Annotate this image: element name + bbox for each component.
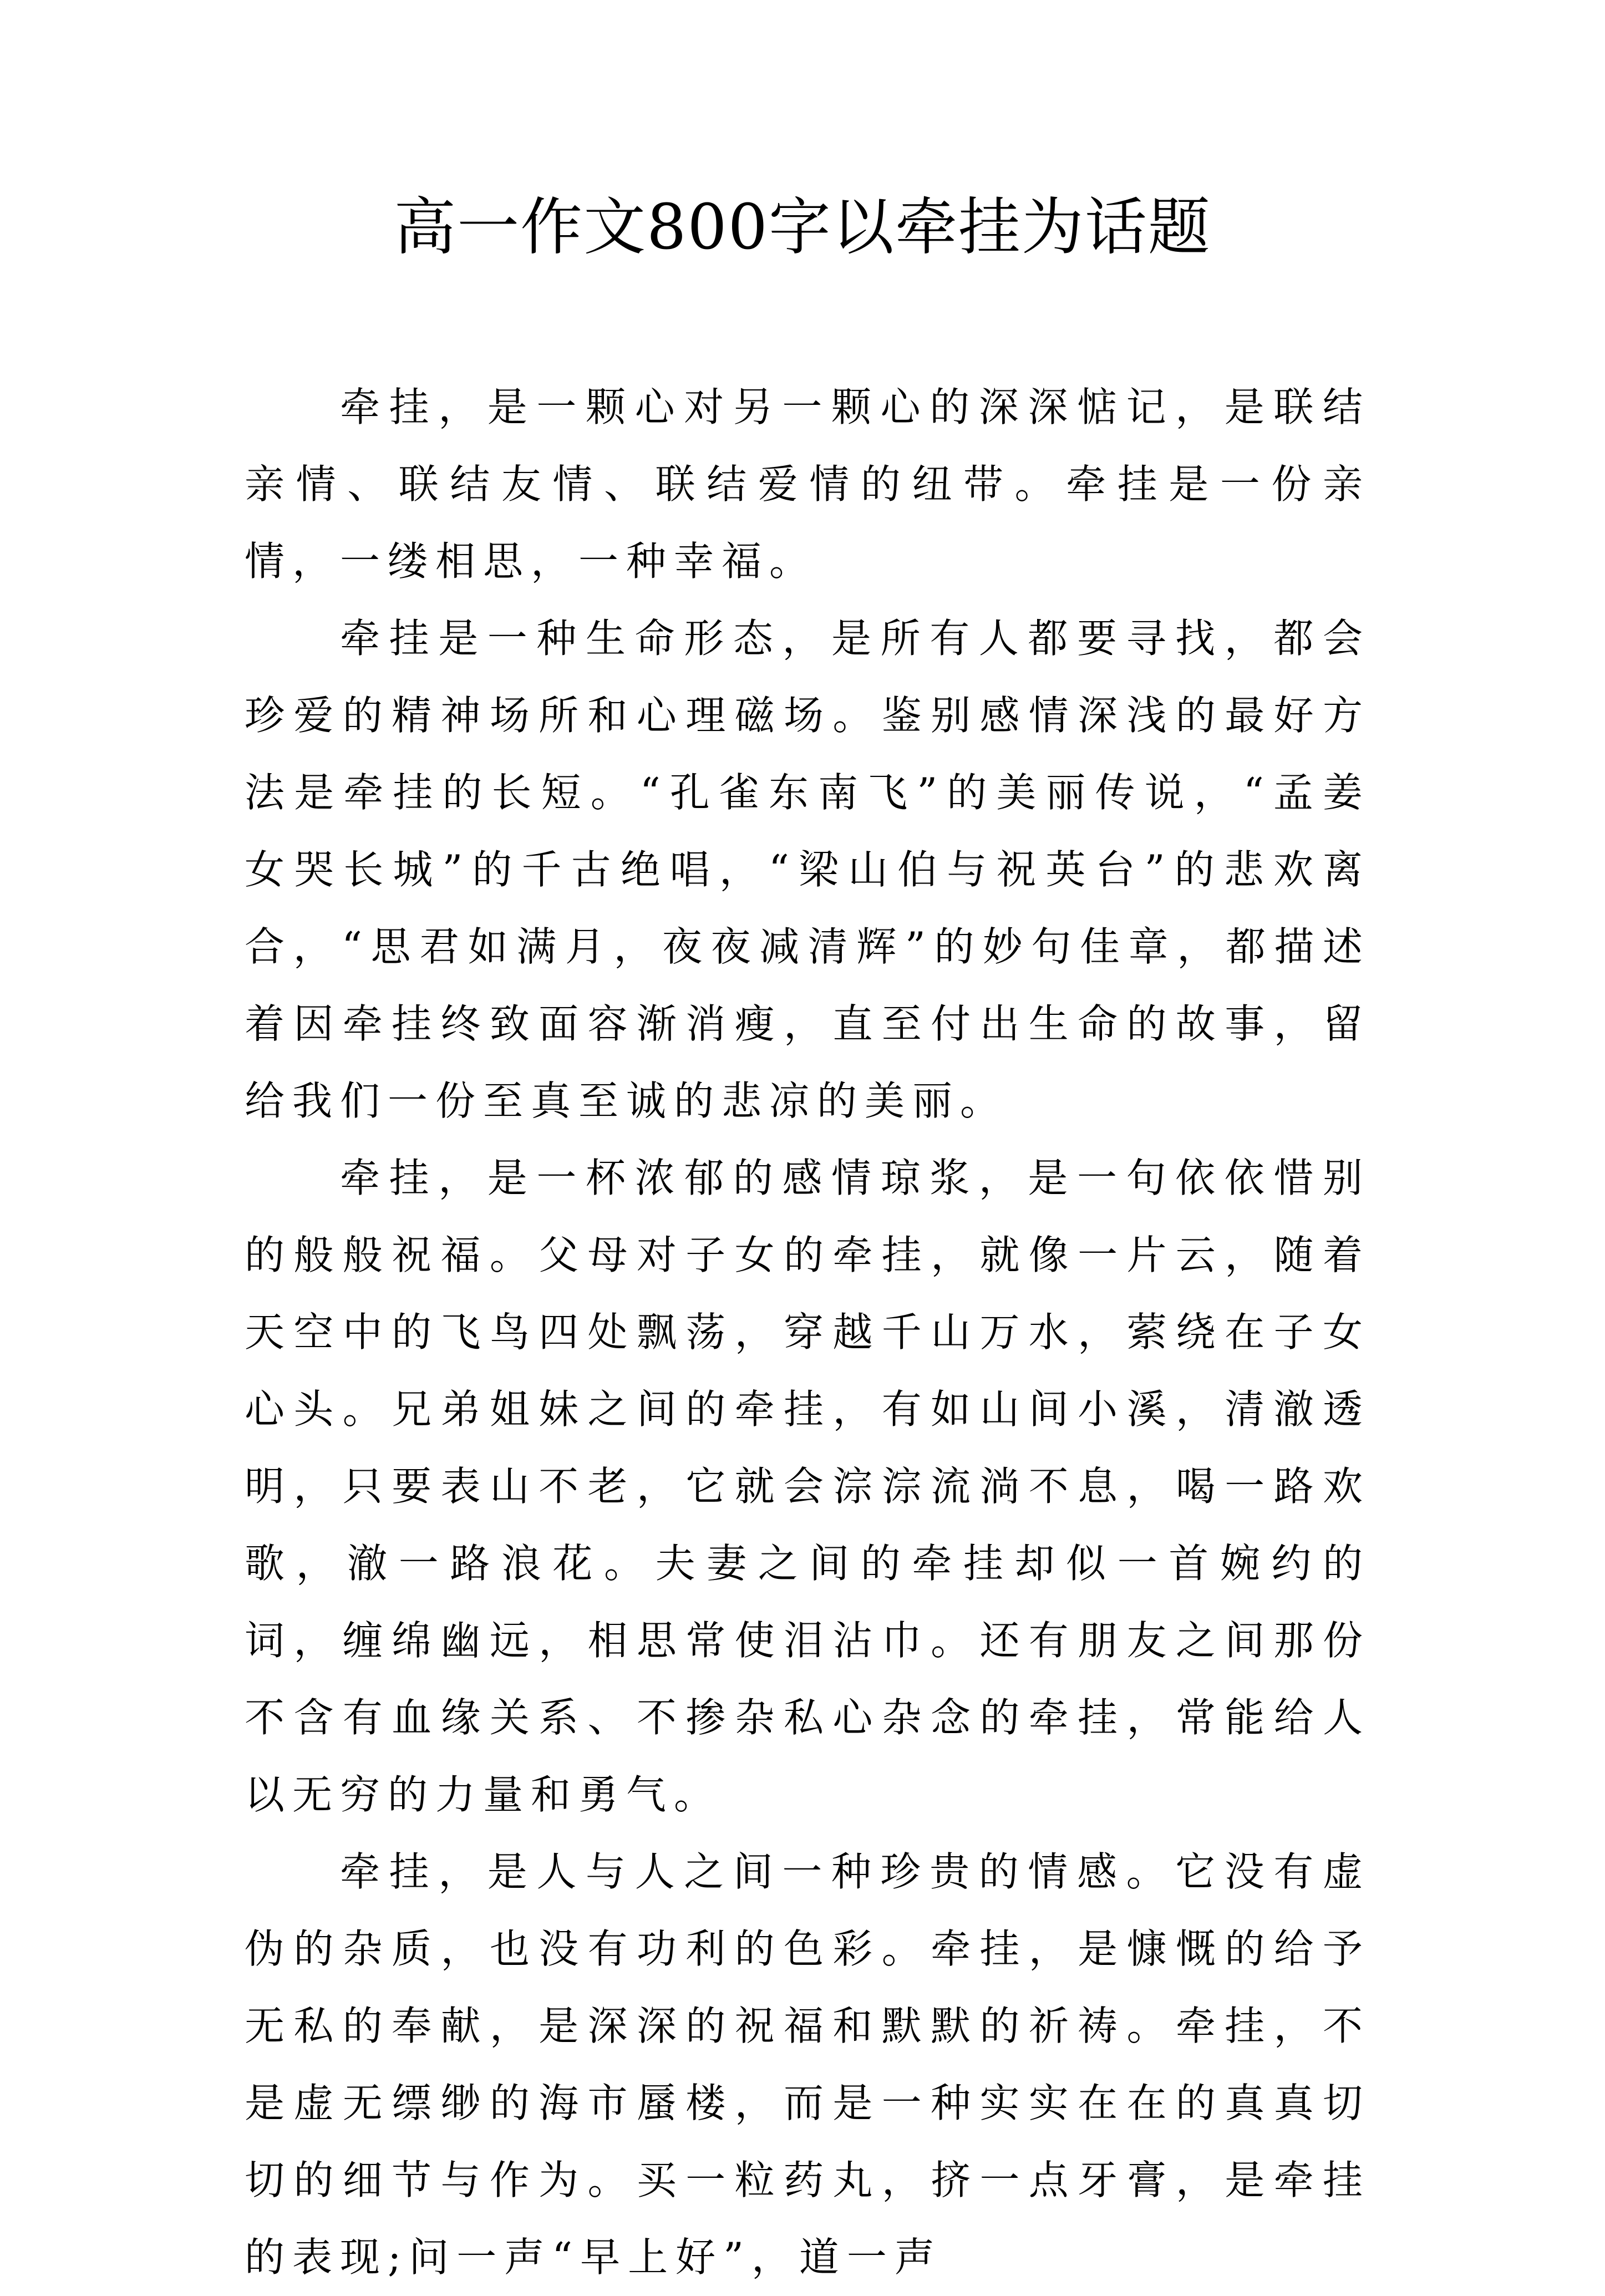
document-body	[245, 369, 1370, 2296]
paragraph-2: 牵挂是一种生命形态，是所有人都要寻找，都会珍爱的精神场所和心理磁场。鉴别感情深浅的最好方法是牵挂的长短。“孔雀东南飞”的美丽传说，“孟姜女哭长城”的千古绝唱，“梁山伯与祝英台”的悲欢离合，“思君如满月，夜夜减清辉”的妙句佳章，都描述着因牵挂终致面容渐消瘦，直至付出生命的故事，留给我们一份至真至诚的悲凉的美丽。	[245, 615, 1370, 1124]
paragraph-1: 牵挂，是一颗心对另一颗心的深深惦记，是联结亲情、联结友情、联结爱情的纽带。牵挂是一份亲情，一缕相思，一种幸福。	[245, 384, 1370, 585]
paragraph-4: 牵挂，是人与人之间一种珍贵的情感。它没有虚伪的杂质，也没有功利的色彩。牵挂，是慷慨的给予无私的奉献，是深深的祝福和默默的祈祷。牵挂，不是虚无缥缈的海市蜃楼，而是一种实实在在的真真切切的细节与作为。买一粒药丸，挤一点牙膏，是牵挂的表现;问一声“早上好”，道一声	[245, 1848, 1370, 2280]
paragraph-3: 牵挂，是一杯浓郁的感情琼浆，是一句依依惜别的般般祝福。父母对子女的牵挂，就像一片云，随着天空中的飞鸟四处飘荡，穿越千山万水，萦绕在子女心头。兄弟姐妹之间的牵挂，有如山间小溪，清澈透明，只要表山不老，它就会淙淙流淌不息，喝一路欢歌，澈一路浪花。夫妻之间的牵挂却似一首婉约的词，缠绵幽远，相思常使泪沾巾。还有朋友之间那份不含有血缘关系、不掺杂私心杂念的牵挂，常能给人以无穷的力量和勇气。	[245, 1155, 1370, 1818]
document-title: 高一作文800字以牵挂为话题	[394, 191, 1211, 263]
